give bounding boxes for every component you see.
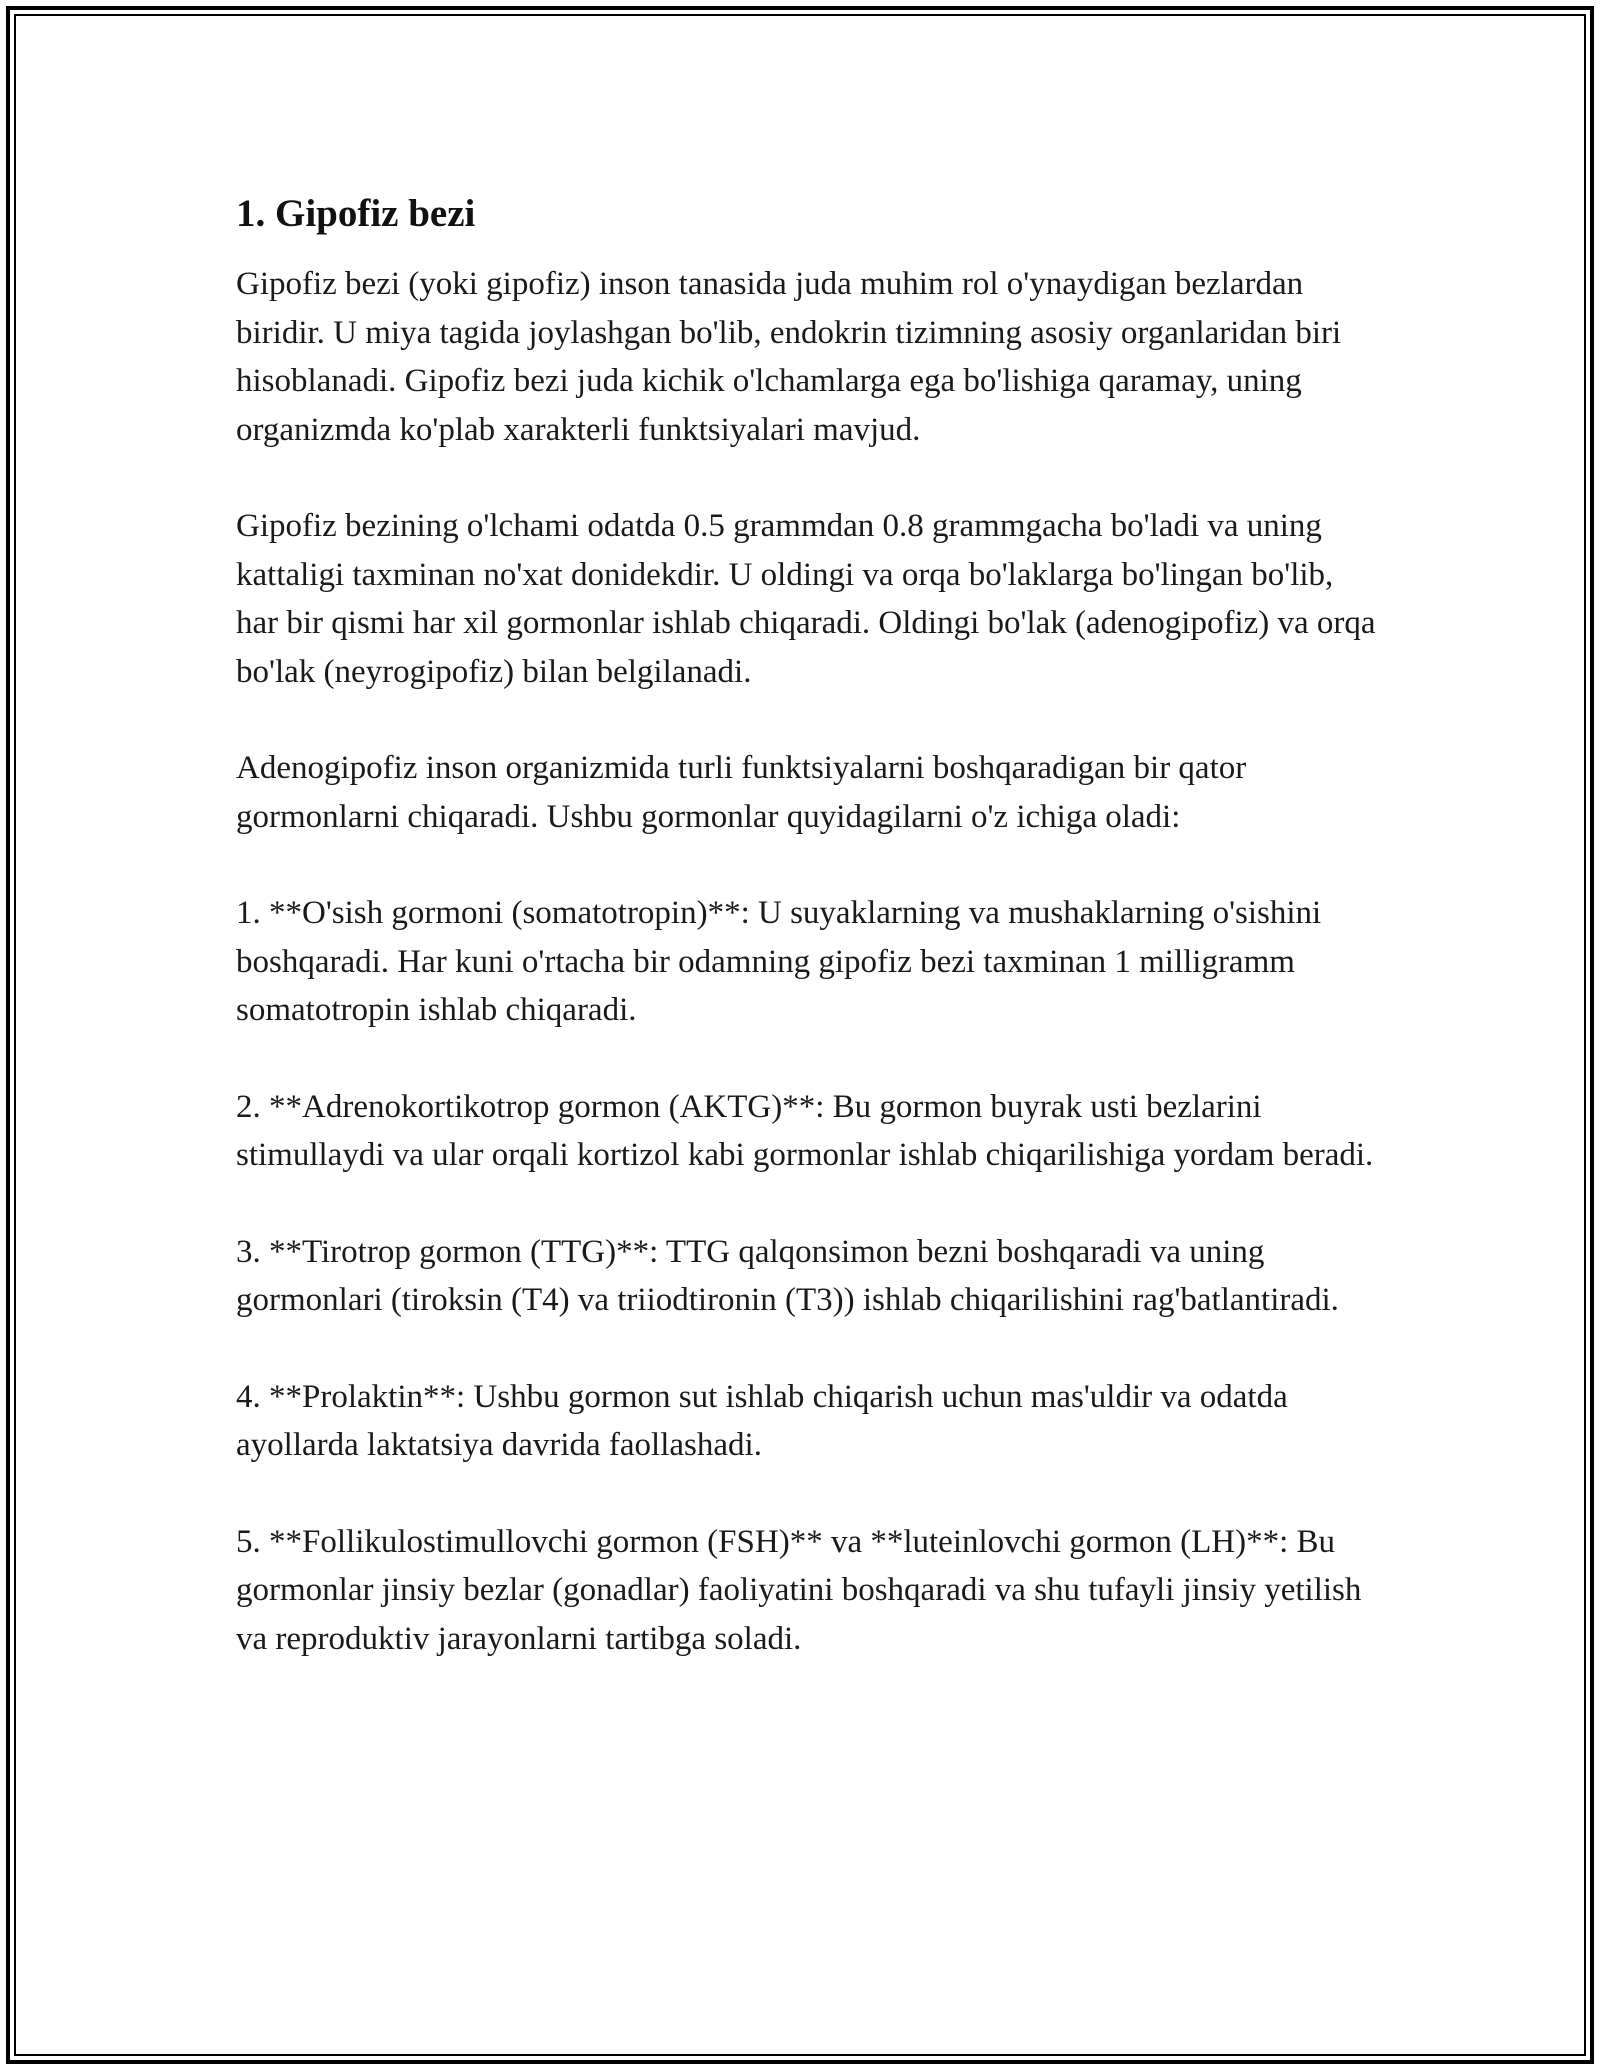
document-body	[236, 186, 1376, 1711]
paragraph-intro: Gipofiz bezi (yoki gipofiz) inson tanasida juda muhim rol o'ynaydigan bezlardan biridir. U miya tagida joylashgan bo'lib, endokrin tizimning asosiy organlaridan biri hisoblanadi. Gipofiz bezi juda kichik o'lchamlarga ega bo'lishiga qaramay, uning organizmda ko'plab xarakterli funktsiyalari mavjud.	[236, 266, 1342, 448]
list-item-prolactin: 4. **Prolaktin**: Ushbu gormon sut ishlab chiqarish uchun mas'uldir va odatda ayollarda laktatsiya davrida faollashadi.	[236, 1378, 1288, 1463]
paragraph-adenohypophysis: Adenogipofiz inson organizmida turli funktsiyalarni boshqaradigan bir qator gormonlarni chiqaradi. Ushbu gormonlar quyidagilarni o'z ichiga oladi:	[236, 750, 1247, 835]
list-item-aktg: 2. **Adrenokortikotrop gormon (AKTG)**: Bu gormon buyrak usti bezlarini stimullaydi va ular orqali kortizol kabi gormonlar ishlab chiqarilishiga yordam beradi.	[236, 1088, 1374, 1173]
list-item-ttg: 3. **Tirotrop gormon (TTG)**: TTG qalqonsimon bezni boshqaradi va uning gormonlari (tiroksin (T4) va triiodtironin (T3)) ishlab chiqarilishini rag'batlantiradi.	[236, 1233, 1339, 1318]
list-item-somatotropin: 1. **O'sish gormoni (somatotropin)**: U suyaklarning va mushaklarning o'sishini boshqaradi. Har kuni o'rtacha bir odamning gipofiz bezi taxminan 1 milligramm somatotropin ishlab chiqaradi.	[236, 895, 1322, 1028]
document-title: 1. Gipofiz bezi	[236, 192, 476, 235]
list-item-fsh-lh: 5. **Follikulostimullovchi gormon (FSH)** va **luteinlovchi gormon (LH)**: Bu gormonlar jinsiy bezlar (gonadlar) faoliyatini boshqaradi va shu tufayli jinsiy yetilish va reproduktiv jarayonlarni tartibga soladi.	[236, 1523, 1362, 1657]
paragraph-size: Gipofiz bezining o'lchami odatda 0.5 grammdan 0.8 grammgacha bo'ladi va uning kattaligi taxminan no'xat donidekdir. U oldingi va orqa bo'laklarga bo'lingan bo'lib, har bir qismi har xil gormonlar ishlab chiqaradi. Oldingi bo'lak (adenogipofiz) va orqa bo'lak (neyrogipofiz) bilan belgilanadi.	[236, 508, 1376, 690]
